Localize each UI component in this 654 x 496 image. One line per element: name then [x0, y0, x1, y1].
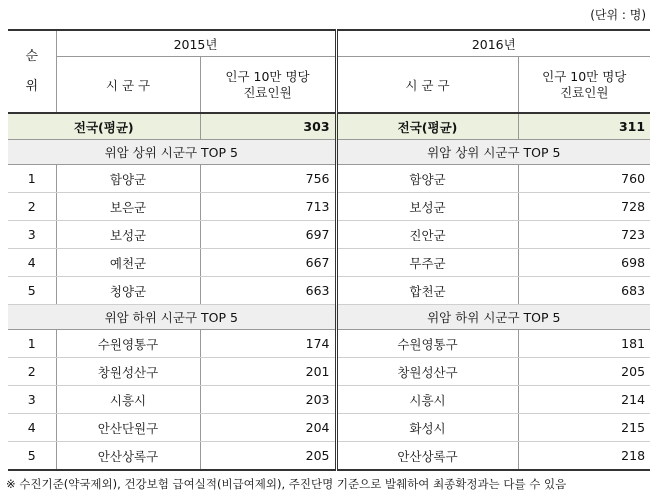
column-header-row	[8, 57, 650, 114]
national-average-row	[8, 113, 650, 140]
region-2015-cell: 함양군	[56, 165, 200, 193]
rank-cell: 4	[8, 414, 56, 442]
table-row	[8, 193, 650, 221]
bottom-section-header	[8, 305, 650, 330]
rank-header	[8, 30, 56, 113]
region-2015-cell: 예천군	[56, 249, 200, 277]
region-2016-cell: 합천군	[336, 277, 518, 305]
bottom-rows	[8, 330, 650, 471]
region-header-2016: 시 군 구	[336, 57, 518, 114]
region-2015-cell: 보성군	[56, 221, 200, 249]
rank-cell: 4	[8, 249, 56, 277]
value-2016-cell: 181	[518, 330, 650, 358]
value-2015-cell: 667	[200, 249, 336, 277]
value-2015-cell: 174	[200, 330, 336, 358]
bottom-section-title-2015: 위암 하위 시군구 TOP 5	[8, 305, 336, 330]
value-2015-cell: 713	[200, 193, 336, 221]
region-2016-cell: 무주군	[336, 249, 518, 277]
year-header-row	[8, 30, 650, 57]
table-row	[8, 442, 650, 471]
value-2015-cell: 201	[200, 358, 336, 386]
bottom-section-title-2016: 위암 하위 시군구 TOP 5	[336, 305, 650, 330]
rank-cell: 1	[8, 165, 56, 193]
table-row	[8, 277, 650, 305]
region-2015-cell: 청양군	[56, 277, 200, 305]
table-row	[8, 414, 650, 442]
region-header-2015: 시 군 구	[56, 57, 200, 114]
value-2016-cell: 683	[518, 277, 650, 305]
region-2015-cell: 창원성산구	[56, 358, 200, 386]
region-2016-cell: 함양군	[336, 165, 518, 193]
region-2015-cell: 수원영통구	[56, 330, 200, 358]
table-row	[8, 330, 650, 358]
region-2015-cell: 시흥시	[56, 386, 200, 414]
top-rows	[8, 165, 650, 305]
region-2016-cell: 시흥시	[336, 386, 518, 414]
rank-header-char-2: 위	[25, 78, 39, 94]
value-2015-cell: 663	[200, 277, 336, 305]
table-row	[8, 221, 650, 249]
national-value-2016: 311	[518, 113, 650, 140]
rank-cell: 3	[8, 221, 56, 249]
region-2016-cell: 창원성산구	[336, 358, 518, 386]
value-2015-cell: 697	[200, 221, 336, 249]
region-2016-cell: 진안군	[336, 221, 518, 249]
top-section-title-2016: 위암 상위 시군구 TOP 5	[336, 140, 650, 165]
value-2015-cell: 203	[200, 386, 336, 414]
national-label-2015: 전국(평균)	[8, 113, 200, 140]
value-2015-cell: 756	[200, 165, 336, 193]
region-2015-cell: 안산상록구	[56, 442, 200, 471]
top-section-title-2015: 위암 상위 시군구 TOP 5	[8, 140, 336, 165]
value-header-2015-line-2: 진료인원	[243, 84, 292, 100]
value-header-2016-line-1: 인구 10만 명당	[542, 68, 627, 84]
national-value-2015: 303	[200, 113, 336, 140]
value-2016-cell: 205	[518, 358, 650, 386]
region-2016-cell: 안산상록구	[336, 442, 518, 471]
table-row	[8, 358, 650, 386]
region-2015-cell: 보은군	[56, 193, 200, 221]
rank-cell: 2	[8, 193, 56, 221]
table-row	[8, 386, 650, 414]
region-2016-cell: 화성시	[336, 414, 518, 442]
table-row	[8, 249, 650, 277]
cancer-ranking-table	[8, 29, 650, 471]
value-header-2016	[518, 57, 650, 114]
rank-cell: 2	[8, 358, 56, 386]
unit-label: (단위 : 명)	[590, 8, 646, 22]
rank-cell: 3	[8, 386, 56, 414]
rank-header-char-1: 순	[25, 48, 39, 64]
region-2016-cell: 보성군	[336, 193, 518, 221]
value-2016-cell: 214	[518, 386, 650, 414]
rank-cell: 5	[8, 442, 56, 471]
value-header-2015	[200, 57, 336, 114]
value-2015-cell: 205	[200, 442, 336, 471]
value-header-2016-line-2: 진료인원	[560, 84, 609, 100]
value-header-2015-line-1: 인구 10만 명당	[225, 68, 310, 84]
table-row	[8, 165, 650, 193]
value-2016-cell: 760	[518, 165, 650, 193]
rank-cell: 5	[8, 277, 56, 305]
rank-cell: 1	[8, 330, 56, 358]
value-2016-cell: 728	[518, 193, 650, 221]
value-2016-cell: 215	[518, 414, 650, 442]
region-2015-cell: 안산단원구	[56, 414, 200, 442]
top-section-header	[8, 140, 650, 165]
national-label-2016: 전국(평균)	[336, 113, 518, 140]
footnote: ※ 수진기준(약국제외), 건강보험 급여실적(비급여제외), 주진단명 기준으로 발췌하여 최종확정과는 다를 수 있음	[6, 477, 567, 491]
value-2015-cell: 204	[200, 414, 336, 442]
year-2016-header: 2016년	[336, 30, 650, 57]
year-2015-header: 2015년	[56, 30, 336, 57]
value-2016-cell: 723	[518, 221, 650, 249]
value-2016-cell: 698	[518, 249, 650, 277]
value-2016-cell: 218	[518, 442, 650, 471]
region-2016-cell: 수원영통구	[336, 330, 518, 358]
